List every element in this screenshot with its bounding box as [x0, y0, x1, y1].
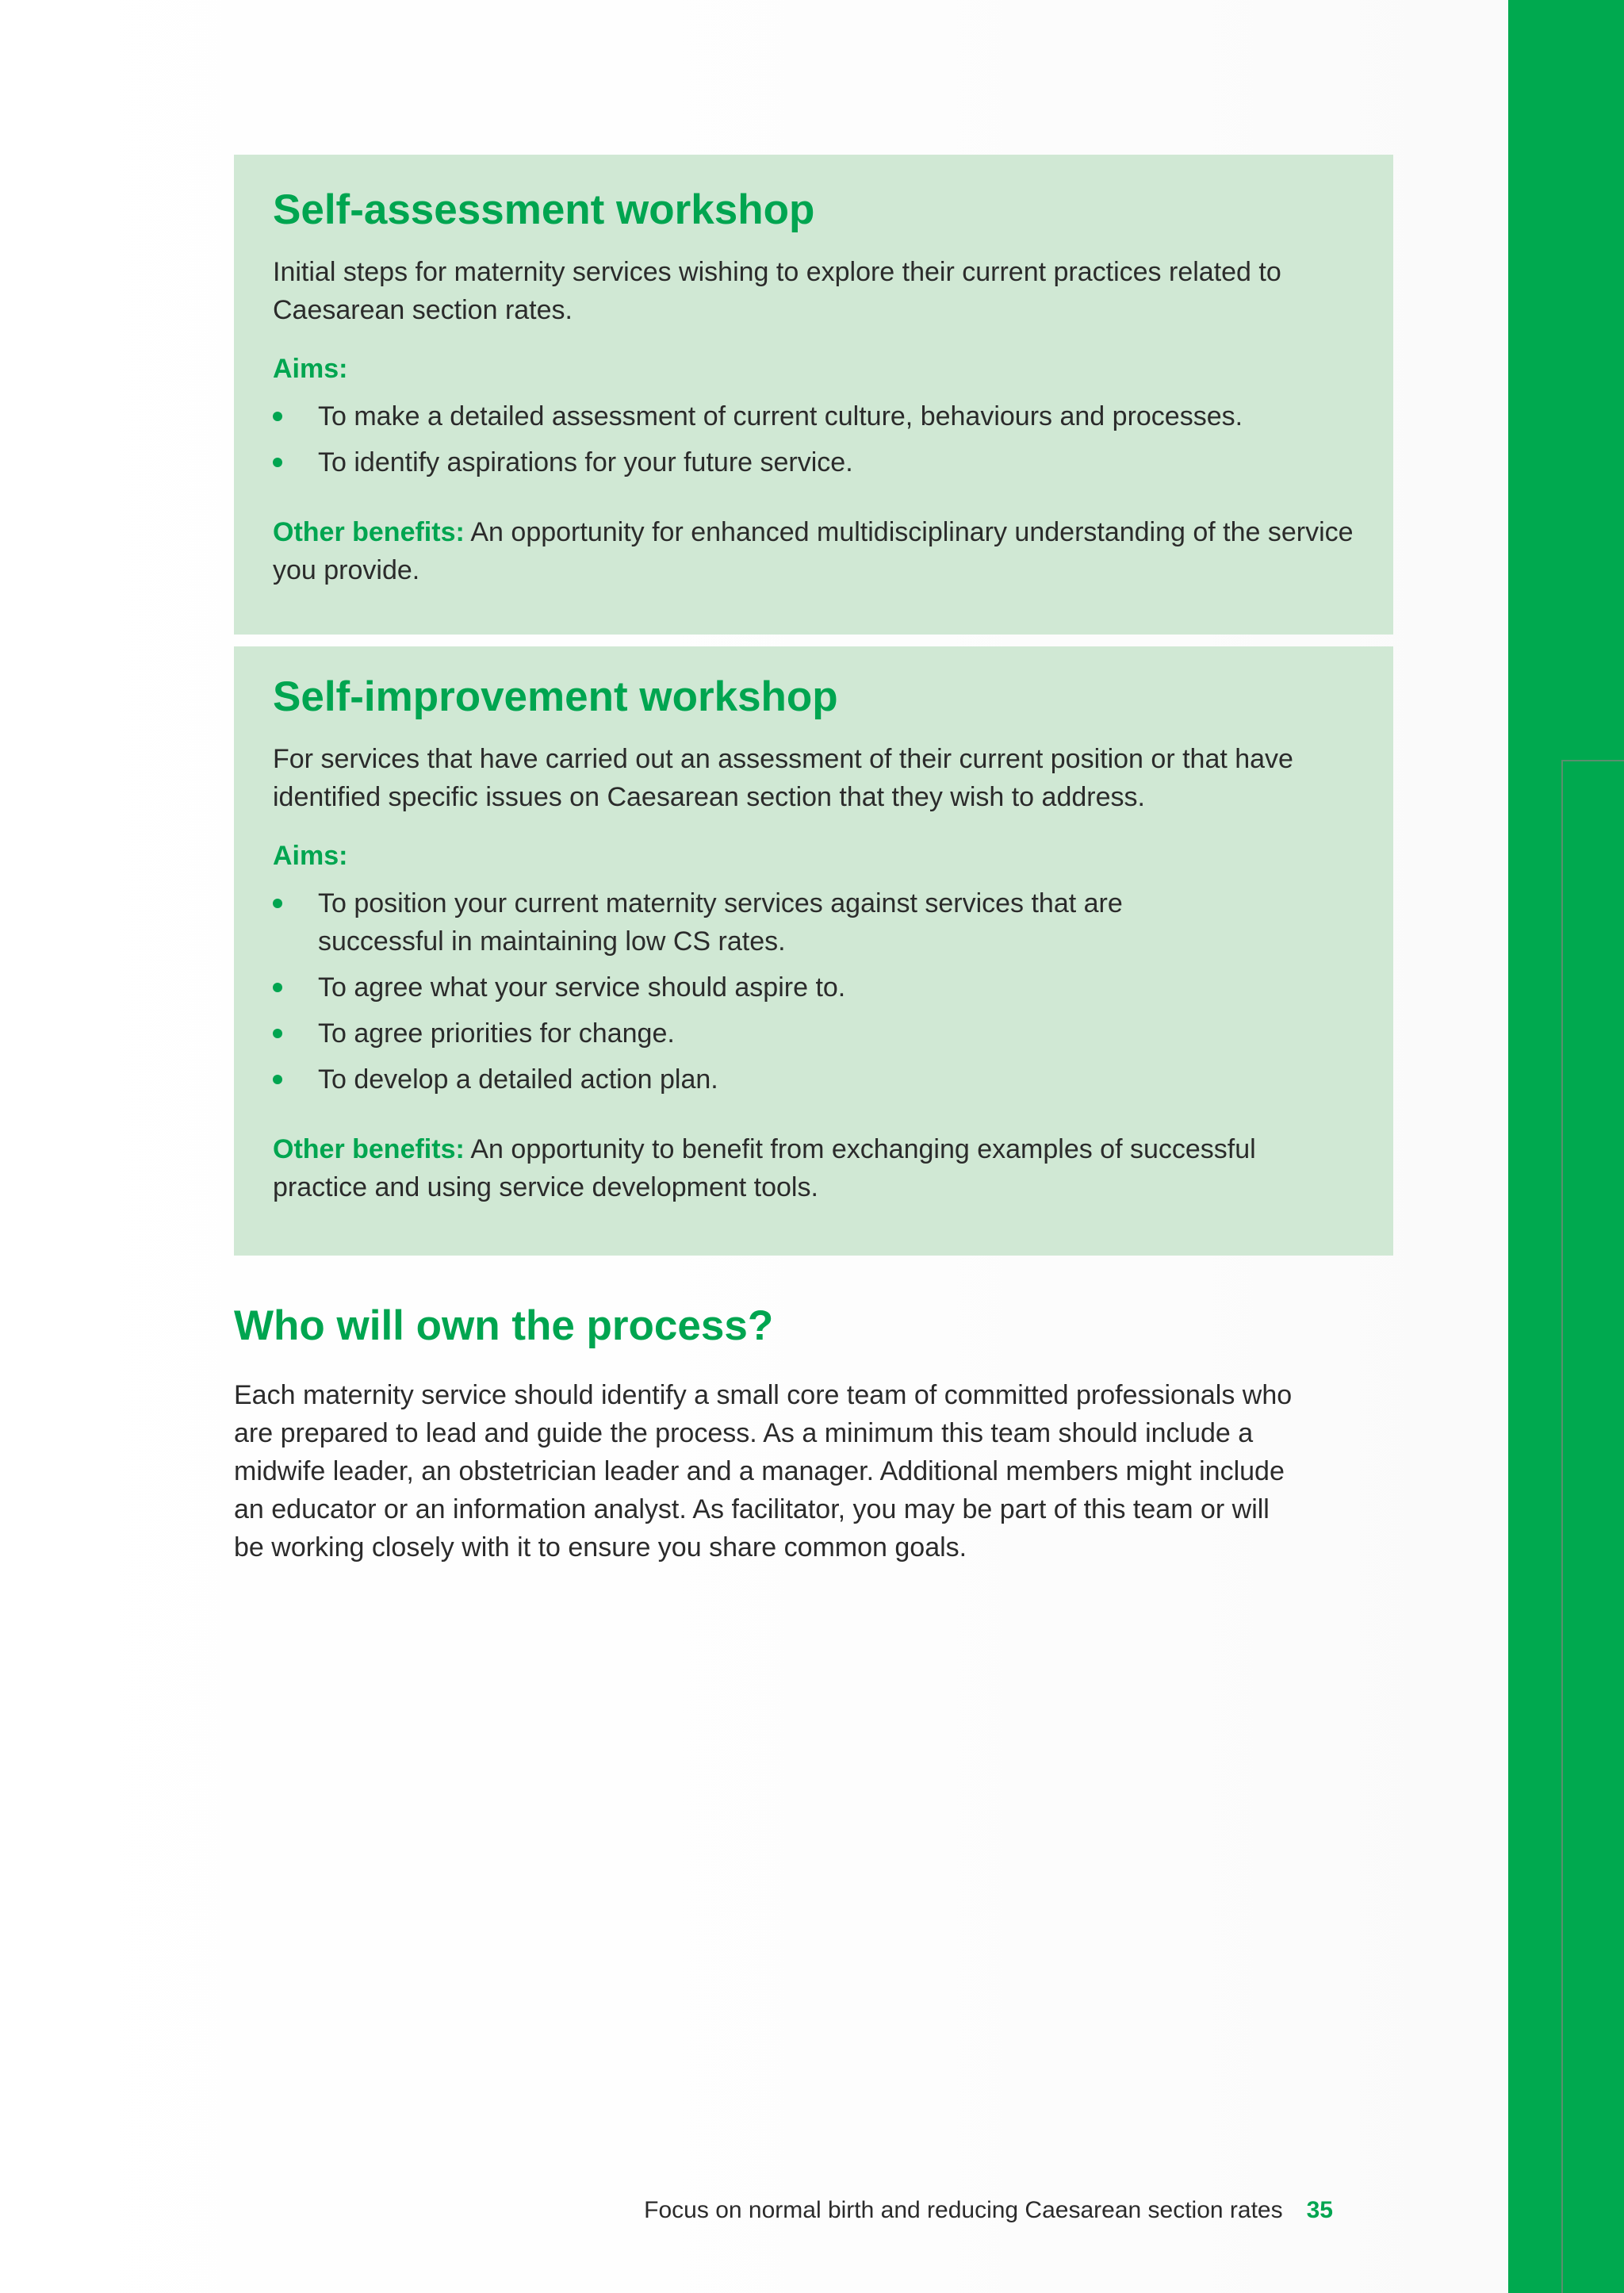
side-bar-rule — [1561, 760, 1624, 2293]
running-title: Focus on normal birth and reducing Caesarean section rates — [644, 2197, 1283, 2223]
bullet-icon — [273, 1075, 282, 1084]
bullet-icon — [273, 412, 282, 421]
aims-item-text: To position your current maternity services against services that are successful in maintaining low CS rates. — [318, 888, 1123, 957]
aims-list-item — [273, 1060, 1354, 1099]
section-title: Self-improvement workshop — [273, 673, 838, 720]
aims-item-text: To make a detailed assessment of current culture, behaviours and processes. — [318, 401, 1243, 431]
section-title: Self-assessment workshop — [273, 186, 815, 233]
aims-label: Aims: — [273, 353, 348, 384]
bullet-icon — [273, 983, 282, 992]
process-paragraph: Each maternity service should identify a small core team of committed professionals who are prepared to lead and guide the process. As a minimum this team should include a midwife leader, an obstetrician leader and a manager. Additional members might include an educator or an information analyst. As facilitator, you may be part of this team or will be working closely with it to ensure you share common goals. — [234, 1380, 1293, 1563]
aims-list-item — [273, 968, 1354, 1007]
aims-list-item — [273, 397, 1354, 435]
aims-item-text: To identify aspirations for your future service. — [318, 447, 853, 477]
aims-list — [273, 884, 1354, 1099]
section-intro: Initial steps for maternity services wishing to explore their current practices related to Caesarean section rates. — [273, 256, 1281, 325]
benefits-text: An opportunity to benefit from exchanging examples of successful practice and using service development tools. — [273, 1133, 1256, 1202]
benefits-label: Other benefits: — [273, 516, 465, 547]
aims-item-text: To develop a detailed action plan. — [318, 1064, 718, 1095]
aims-item-text: To agree what your service should aspire to. — [318, 972, 846, 1003]
page-number: 35 — [1306, 2197, 1333, 2223]
benefits-label: Other benefits: — [273, 1133, 465, 1164]
bullet-icon — [273, 1029, 282, 1038]
page-footer — [644, 2195, 1333, 2226]
self-assessment-panel — [234, 155, 1393, 635]
bullet-icon — [273, 899, 282, 908]
aims-list-item — [273, 443, 1354, 481]
aims-list — [273, 397, 1354, 481]
other-benefits — [273, 1130, 1354, 1206]
bullet-icon — [273, 458, 282, 467]
benefits-text: An opportunity for enhanced multidisciplinary understanding of the service you provide. — [273, 516, 1354, 585]
other-benefits — [273, 513, 1354, 589]
aims-label: Aims: — [273, 840, 348, 871]
aims-list-item — [273, 1014, 1354, 1053]
section-intro: For services that have carried out an assessment of their current position or that have identified specific issues on Caesarean section that they wish to address. — [273, 743, 1293, 812]
process-heading: Who will own the process? — [234, 1302, 774, 1349]
aims-list-item — [273, 884, 1354, 961]
aims-item-text: To agree priorities for change. — [318, 1018, 675, 1049]
self-improvement-panel — [234, 646, 1393, 1256]
